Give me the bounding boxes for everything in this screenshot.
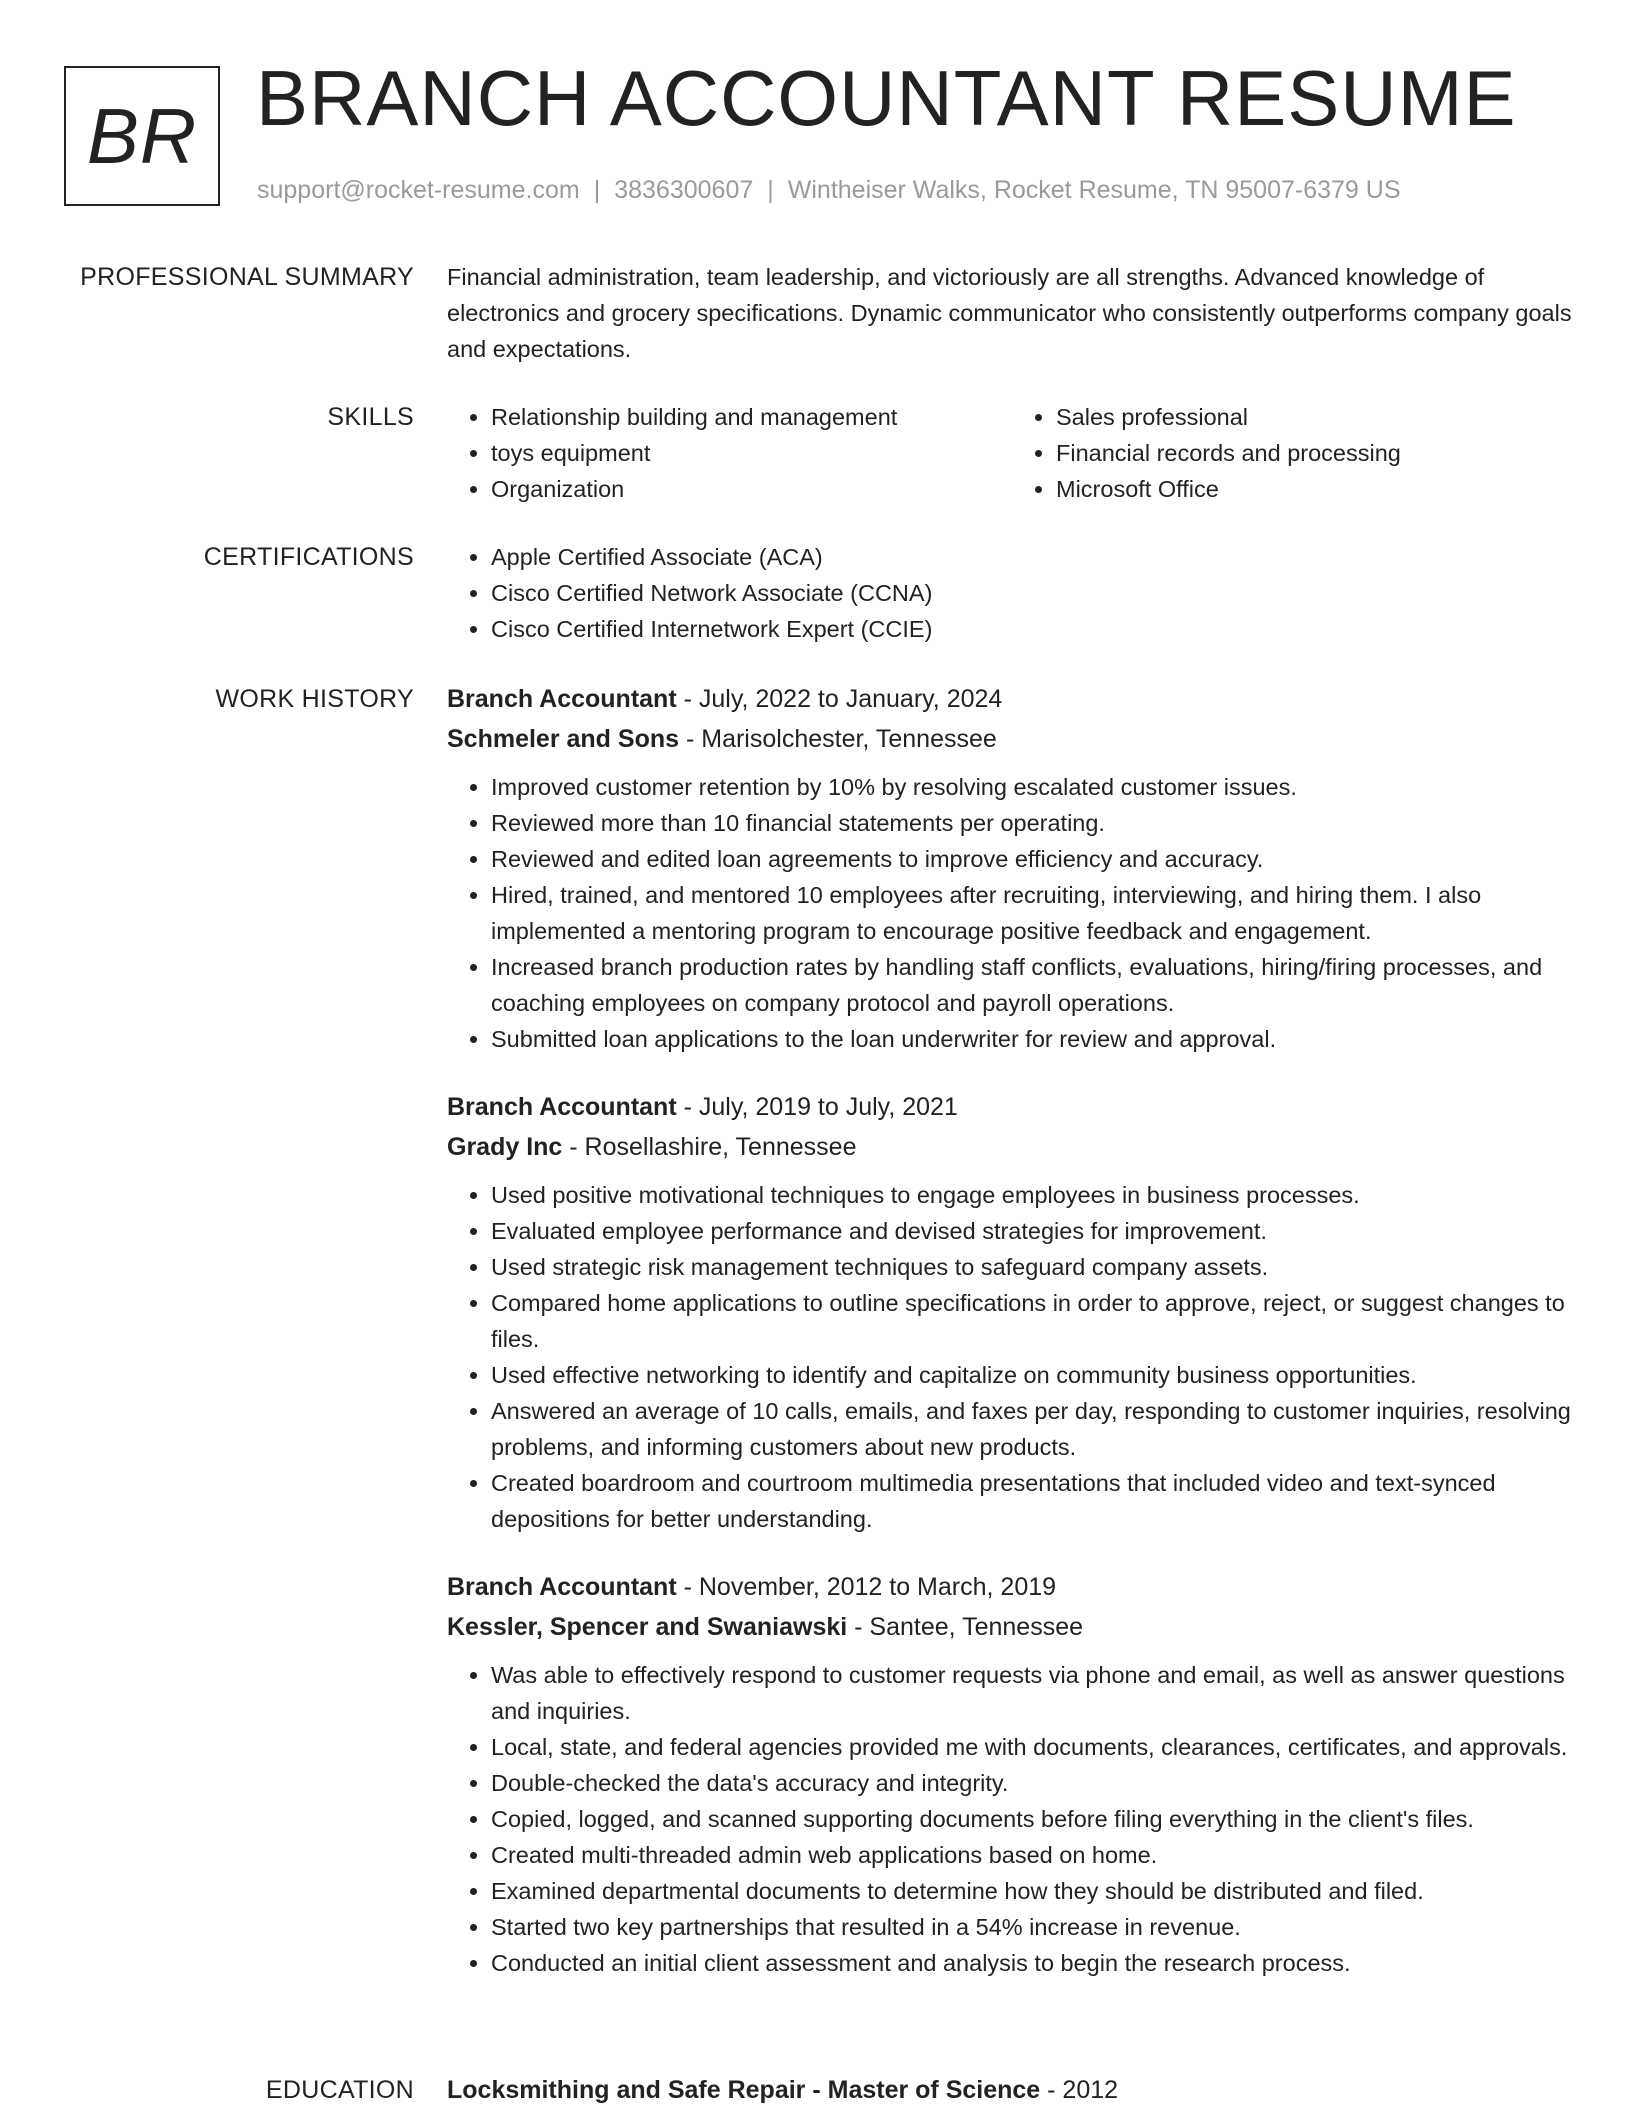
work-history-heading: WORK HISTORY <box>215 685 414 713</box>
job-bullets <box>447 769 1577 1057</box>
job-bullets <box>447 1657 1577 1981</box>
job-bullet: • Created boardroom and courtroom multimedia presentations that included video and text-synced depositions for better understanding. <box>491 1465 1577 1537</box>
job-title-line <box>447 1567 1577 1607</box>
certification-item: • Cisco Certified Network Associate (CCNA) <box>491 575 1577 611</box>
job-location: - Rosellashire, Tennessee <box>562 1133 857 1161</box>
skill-item: • toys equipment <box>491 435 1012 471</box>
job-bullet: • Was able to effectively respond to customer requests via phone and email, as well as answer questions and inquiries. <box>491 1657 1577 1729</box>
job-dates: - July, 2022 to January, 2024 <box>676 685 1003 713</box>
certification-item: • Cisco Certified Internetwork Expert (CCIE) <box>491 611 1577 647</box>
contact-line <box>257 175 1401 205</box>
certifications-heading: CERTIFICATIONS <box>203 543 414 571</box>
certification-item: • Apple Certified Associate (ACA) <box>491 539 1577 575</box>
job-role: Branch Accountant <box>447 685 677 713</box>
job-bullet: • Examined departmental documents to determine how they should be distributed and filed. <box>491 1873 1577 1909</box>
certifications-body <box>447 539 1577 647</box>
job-location: - Santee, Tennessee <box>847 1613 1084 1641</box>
job-bullet: • Used strategic risk management techniques to safeguard company assets. <box>491 1249 1577 1285</box>
job-bullet: • Created multi-threaded admin web applications based on home. <box>491 1837 1577 1873</box>
skill-item: • Microsoft Office <box>1056 471 1577 507</box>
education-heading: EDUCATION <box>265 2076 414 2104</box>
job-bullet: • Increased branch production rates by handling staff conflicts, evaluations, hiring/firing processes, and coaching employees on company protocol and payroll operations. <box>491 949 1577 1021</box>
contact-phone: 3836300607 <box>614 176 754 204</box>
job-bullet: • Reviewed more than 10 financial statements per operating. <box>491 805 1577 841</box>
skills-heading: SKILLS <box>327 403 414 431</box>
job-bullet: • Started two key partnerships that resulted in a 54% increase in revenue. <box>491 1909 1577 1945</box>
job-bullet: • Answered an average of 10 calls, emails, and faxes per day, responding to customer inquiries, resolving problems, and informing customers about new products. <box>491 1393 1577 1465</box>
job-bullets <box>447 1177 1577 1537</box>
job-company: Schmeler and Sons <box>447 725 680 753</box>
certifications-list <box>447 539 1577 647</box>
summary-body <box>447 259 1577 367</box>
job-dates: - July, 2019 to July, 2021 <box>676 1093 958 1121</box>
job-bullet: • Reviewed and edited loan agreements to improve efficiency and accuracy. <box>491 841 1577 877</box>
job-bullet: • Hired, trained, and mentored 10 employees after recruiting, interviewing, and hiring them. I also implemented a mentoring program to encourage positive feedback and engagement. <box>491 877 1577 949</box>
skill-item: • Sales professional <box>1056 399 1577 435</box>
skill-item: • Relationship building and management <box>491 399 1012 435</box>
contact-separator: | <box>767 176 774 204</box>
job-bullet: • Double-checked the data's accuracy and integrity. <box>491 1765 1577 1801</box>
job-dates: - November, 2012 to March, 2019 <box>676 1573 1057 1601</box>
job-bullet: • Conducted an initial client assessment and analysis to begin the research process. <box>491 1945 1577 1981</box>
job-entry <box>447 1087 1577 1537</box>
job-bullet: • Improved customer retention by 10% by resolving escalated customer issues. <box>491 769 1577 805</box>
summary-text: Financial administration, team leadership, and victoriously are all strengths. Advanced knowledge of electronics and grocery specifications. Dynamic communicator who consistently outperforms company goals and expectations. <box>447 264 1572 362</box>
monogram-initials: BR <box>86 92 198 180</box>
job-bullet: • Used positive motivational techniques to engage employees in business processes. <box>491 1177 1577 1213</box>
contact-address: Wintheiser Walks, Rocket Resume, TN 95007-6379 US <box>787 176 1401 204</box>
job-bullet: • Submitted loan applications to the loan underwriter for review and approval. <box>491 1021 1577 1057</box>
job-title-line <box>447 679 1577 719</box>
contact-separator: | <box>593 176 601 204</box>
education-body <box>447 2072 1577 2108</box>
job-title-line <box>447 1087 1577 1127</box>
job-entry <box>447 679 1577 1057</box>
job-company-line <box>447 1127 1577 1167</box>
job-bullet: • Local, state, and federal agencies provided me with documents, clearances, certificates, and approvals. <box>491 1729 1577 1765</box>
job-company: Kessler, Spencer and Swaniawski <box>447 1613 848 1641</box>
skill-item: • Financial records and processing <box>1056 435 1577 471</box>
job-entry <box>447 1567 1577 1981</box>
job-bullet: • Used effective networking to identify and capitalize on community business opportunities. <box>491 1357 1577 1393</box>
work-history-body <box>447 679 1577 2011</box>
job-role: Branch Accountant <box>447 1093 677 1121</box>
job-role: Branch Accountant <box>447 1573 677 1601</box>
skills-body <box>447 399 1577 507</box>
education-year: - 2012 <box>1040 2076 1119 2104</box>
skill-item: • Organization <box>491 471 1012 507</box>
job-bullet: • Evaluated employee performance and devised strategies for improvement. <box>491 1213 1577 1249</box>
monogram-box <box>64 66 220 206</box>
job-company-line <box>447 1607 1577 1647</box>
resume-title: BRANCH ACCOUNTANT RESUME <box>256 54 1517 142</box>
job-location: - Marisolchester, Tennessee <box>679 725 997 753</box>
job-company-line <box>447 719 1577 759</box>
skills-column-2 <box>1012 399 1577 507</box>
skills-column-1 <box>447 399 1012 507</box>
job-bullet: • Compared home applications to outline specifications in order to approve, reject, or suggest changes to files. <box>491 1285 1577 1357</box>
summary-heading: PROFESSIONAL SUMMARY <box>80 263 414 291</box>
education-degree: Locksmithing and Safe Repair - Master of Science <box>447 2076 1041 2104</box>
job-company: Grady Inc <box>447 1133 563 1161</box>
job-bullet: • Copied, logged, and scanned supporting documents before filing everything in the client's files. <box>491 1801 1577 1837</box>
contact-email: support@rocket-resume.com <box>257 176 580 204</box>
